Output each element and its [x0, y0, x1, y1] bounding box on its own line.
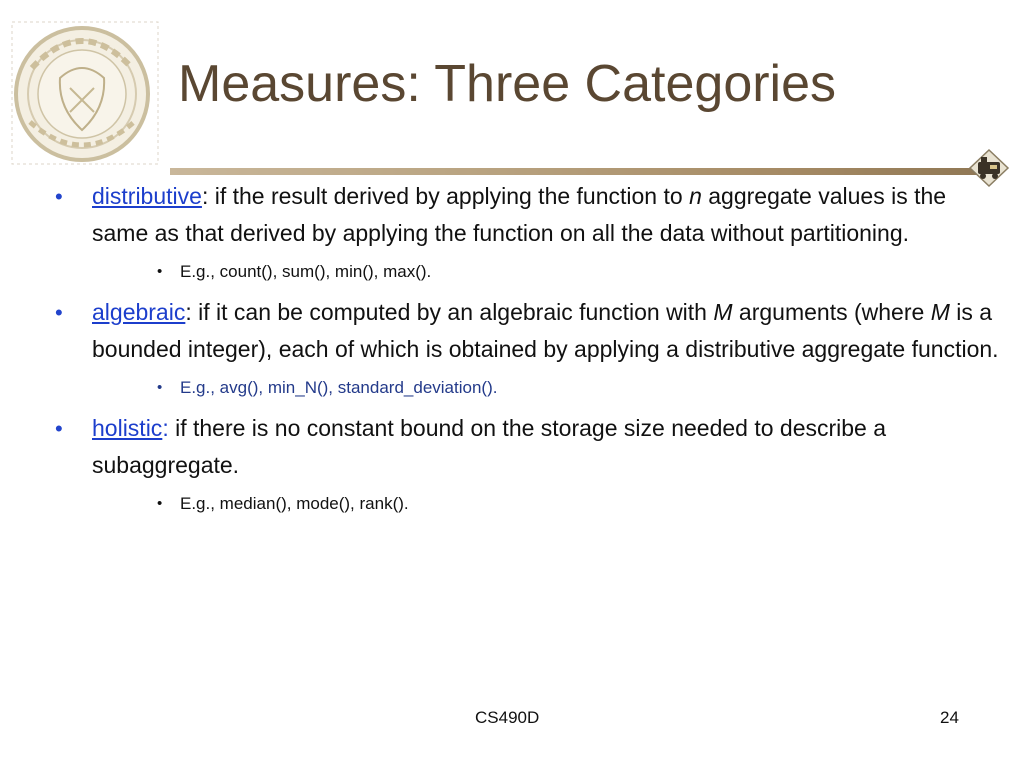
bullet-marker: •: [55, 184, 63, 209]
sub-bullet-marker: •: [157, 379, 163, 396]
slide-body: [50, 178, 1000, 526]
bullet-distributive: • distributive: if the result derived by applying the function to n aggregate values is the same as that derived by applying the function on all the data without partitioning.: [50, 178, 1000, 252]
example-distributive: • E.g., count(), sum(), min(), max().: [50, 260, 1000, 284]
bullet-holistic: • holistic: if there is no constant bound on the storage size needed to describe a subaggregate.: [50, 410, 1000, 484]
bullet-algebraic: • algebraic: if it can be computed by an algebraic function with M arguments (where M is a bounded integer), each of which is obtained by applying a distributive aggregate function.: [50, 294, 1000, 368]
bullet-marker: •: [55, 416, 63, 441]
footer-course: CS490D: [475, 708, 540, 727]
title-divider: [170, 168, 990, 175]
term-algebraic-link[interactable]: algebraic: [92, 299, 186, 325]
example-algebraic: • E.g., avg(), min_N(), standard_deviation().: [50, 376, 1000, 400]
sub-bullet-marker: •: [157, 263, 163, 280]
slide-number: 24: [940, 708, 959, 727]
term-distributive-link[interactable]: distributive: [92, 183, 202, 209]
slide-title: Measures: Three Categories: [178, 55, 837, 113]
example-holistic: • E.g., median(), mode(), rank().: [50, 492, 1000, 516]
bullet-marker: •: [55, 300, 63, 325]
term-holistic-link[interactable]: holistic: [92, 415, 163, 441]
sub-bullet-marker: •: [157, 495, 163, 512]
university-seal-icon: [10, 18, 160, 168]
